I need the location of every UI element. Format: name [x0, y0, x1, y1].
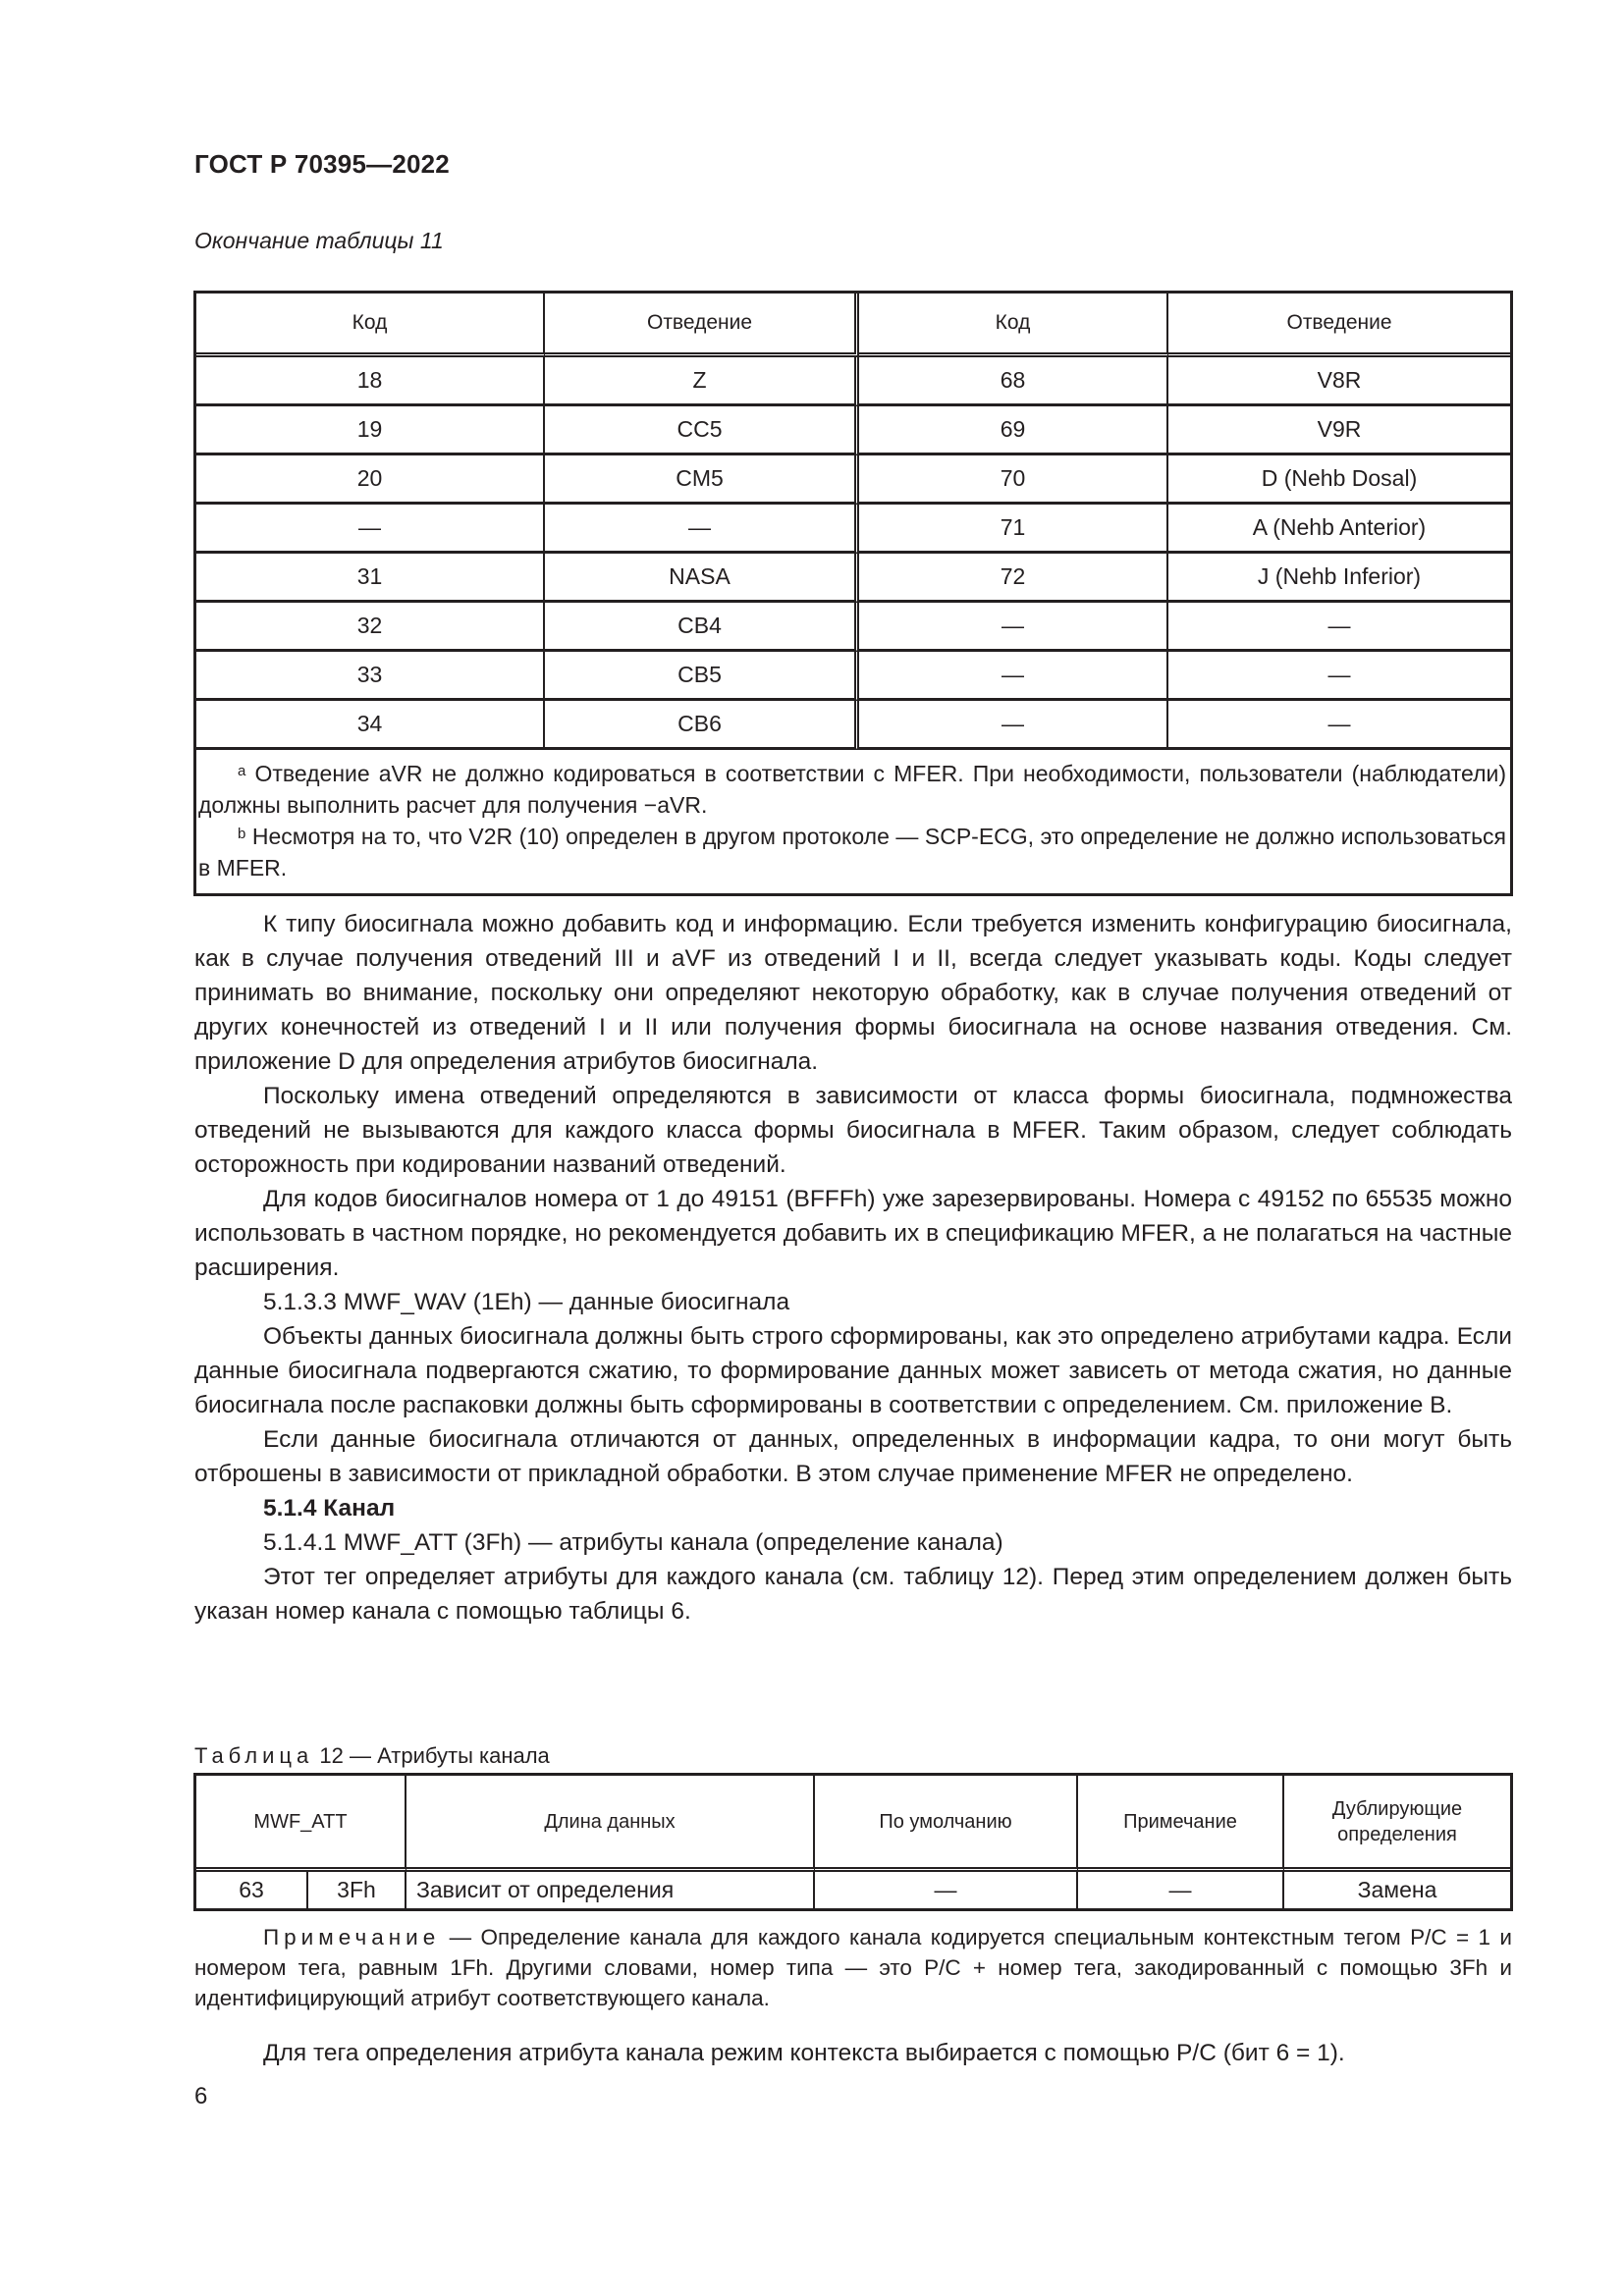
- cell-lead: V9R: [1168, 406, 1510, 455]
- cell-code: 20: [196, 455, 545, 505]
- footnote-mark: b: [238, 826, 246, 842]
- table-row: [196, 357, 1510, 406]
- table-footnotes-row: [196, 750, 1510, 893]
- cell-lead: Z: [545, 357, 859, 406]
- paragraph: Для кодов биосигналов номера от 1 до 49151 (BFFFh) уже зарезервированы. Номера с 49152 по 65535 можно использовать в частном порядке, но рекомендуется добавить их в спецификацию MFER, а не полагаться на частные расширения.: [194, 1186, 1512, 1281]
- document-id-header: ГОСТ Р 70395—2022: [194, 149, 450, 179]
- cell-decimal-code: 63: [196, 1872, 308, 1908]
- cell-note: —: [1078, 1872, 1284, 1908]
- section-heading-5-1-4: 5.1.4 Канал: [263, 1495, 396, 1522]
- footnote-b: [198, 821, 1506, 883]
- table-header-row: [196, 1776, 1510, 1872]
- note-label: Примечание: [263, 1925, 441, 1949]
- cell-lead: —: [1168, 652, 1510, 701]
- footnote-a: [198, 758, 1506, 821]
- body-text: [194, 907, 1512, 1629]
- table-header-row: [196, 294, 1510, 357]
- table-11-leads: [193, 291, 1513, 896]
- footnote-text: Несмотря на то, что V2R (10) определен в другом протоколе — SCP-ECG, это определение не должно использоваться в MFER.: [198, 824, 1507, 881]
- table-row: [196, 505, 1510, 554]
- header-data-length: Длина данных: [406, 1776, 815, 1872]
- table-title-prefix: Таблица: [194, 1743, 314, 1768]
- table-row: [196, 701, 1510, 750]
- header-lead: Отведение: [545, 294, 859, 357]
- paragraph: Для тега определения атрибута канала режим контекста выбирается с помощью P/C (бит 6 = 1).: [263, 2040, 1345, 2066]
- cell-data-length: Зависит от определения: [406, 1872, 815, 1908]
- paragraph: Поскольку имена отведений определяются в зависимости от класса формы биосигнала, подмножества отведений не вызываются для каждого класса формы биосигнала в MFER. Таким образом, следует соблюдать осторожность при кодировании названий отведений.: [194, 1083, 1512, 1178]
- header-code: Код: [859, 294, 1168, 357]
- table-row: [196, 455, 1510, 505]
- cell-hex-code: 3Fh: [308, 1872, 406, 1908]
- table-row: [196, 554, 1510, 603]
- cell-code: 69: [859, 406, 1168, 455]
- cell-default: —: [815, 1872, 1078, 1908]
- header-mwf-att: MWF_ATT: [196, 1776, 406, 1872]
- cell-code: 18: [196, 357, 545, 406]
- cell-code: 34: [196, 701, 545, 750]
- cell-lead: D (Nehb Dosal): [1168, 455, 1510, 505]
- paragraph: Этот тег определяет атрибуты для каждого канала (см. таблицу 12). Перед этим определением должен быть указан номер канала с помощью таблицы 6.: [194, 1564, 1512, 1625]
- header-note: Примечание: [1078, 1776, 1284, 1872]
- cell-code: 31: [196, 554, 545, 603]
- section-heading-5-1-4-1: 5.1.4.1 MWF_ATT (3Fh) — атрибуты канала (определение канала): [263, 1529, 1003, 1556]
- cell-code: 70: [859, 455, 1168, 505]
- cell-lead: —: [1168, 603, 1510, 652]
- paragraph: Если данные биосигнала отличаются от данных, определенных в информации кадра, то они могут быть отброшены в зависимости от прикладной обработки. В этом случае применение MFER не определено.: [194, 1426, 1512, 1487]
- table-12-channel-attributes: [193, 1773, 1513, 1911]
- cell-lead: CB4: [545, 603, 859, 652]
- cell-lead: CB6: [545, 701, 859, 750]
- header-default: По умолчанию: [815, 1776, 1078, 1872]
- cell-code: 32: [196, 603, 545, 652]
- table-row: [196, 603, 1510, 652]
- cell-code: —: [196, 505, 545, 554]
- table-footnotes: [196, 750, 1510, 893]
- table-row: [196, 1872, 1510, 1908]
- cell-lead: CC5: [545, 406, 859, 455]
- cell-code: —: [859, 652, 1168, 701]
- table-12-title: [194, 1743, 550, 1769]
- cell-duplicate-definitions: Замена: [1357, 1877, 1437, 1902]
- paragraph: К типу биосигнала можно добавить код и информацию. Если требуется изменить конфигурацию биосигнала, как в случае получения отведений III и aVF из отведений I и II, всегда следует указывать коды. Коды следует принимать во внимание, поскольку они определяют некоторую обработку, как в случае получения отведений от других конечностей из отведений I и II или получения формы биосигнала на основе названия отведения. См. приложение D для определения атрибутов биосигнала.: [194, 911, 1512, 1075]
- header-lead: Отведение: [1168, 294, 1510, 357]
- table-row: [196, 406, 1510, 455]
- cell-code: 33: [196, 652, 545, 701]
- header-duplicate-definitions: Дублирующие определения: [1284, 1776, 1510, 1872]
- cell-lead: —: [545, 505, 859, 554]
- footnote-mark: a: [238, 763, 246, 779]
- cell-code: 72: [859, 554, 1168, 603]
- paragraph: Объекты данных биосигнала должны быть строго сформированы, как это определено атрибутами кадра. Если данные биосигнала подвергаются сжатию, то формирование данных может зависеть от метода сжатия, но данные биосигнала после распаковки должны быть сформированы в соответствии с определением. См. приложение B.: [194, 1323, 1512, 1418]
- cell-code: 19: [196, 406, 545, 455]
- cell-code: —: [859, 701, 1168, 750]
- page-number: 6: [194, 2083, 208, 2109]
- cell-lead: V8R: [1168, 357, 1510, 406]
- note-text: — Определение канала для каждого канала кодируется специальным контекстным тегом P/C = 1 и номером тега, равным 1Fh. Другими словами, номер типа — это P/C + номер тега, закодированный с помощью 3Fh и идентифицирующий атрибут соответствующего канала.: [194, 1925, 1512, 2010]
- cell-code: —: [859, 603, 1168, 652]
- cell-lead: CB5: [545, 652, 859, 701]
- cell-lead: NASA: [545, 554, 859, 603]
- section-heading-5-1-3-3: 5.1.3.3 MWF_WAV (1Eh) — данные биосигнала: [263, 1289, 790, 1315]
- cell-code: 71: [859, 505, 1168, 554]
- table-title-text: 12 — Атрибуты канала: [319, 1743, 550, 1768]
- cell-lead: —: [1168, 701, 1510, 750]
- header-code: Код: [196, 294, 545, 357]
- table-continuation-caption: Окончание таблицы 11: [194, 228, 444, 253]
- cell-lead: A (Nehb Anterior): [1168, 505, 1510, 554]
- footnote-text: Отведение aVR не должно кодироваться в соответствии с MFER. При необходимости, пользователи (наблюдатели) должны выполнить расчет для получения −aVR.: [198, 761, 1506, 818]
- cell-lead: CM5: [545, 455, 859, 505]
- table-row: [196, 652, 1510, 701]
- cell-code: 68: [859, 357, 1168, 406]
- table-12-note: [194, 1922, 1512, 2013]
- cell-lead: J (Nehb Inferior): [1168, 554, 1510, 603]
